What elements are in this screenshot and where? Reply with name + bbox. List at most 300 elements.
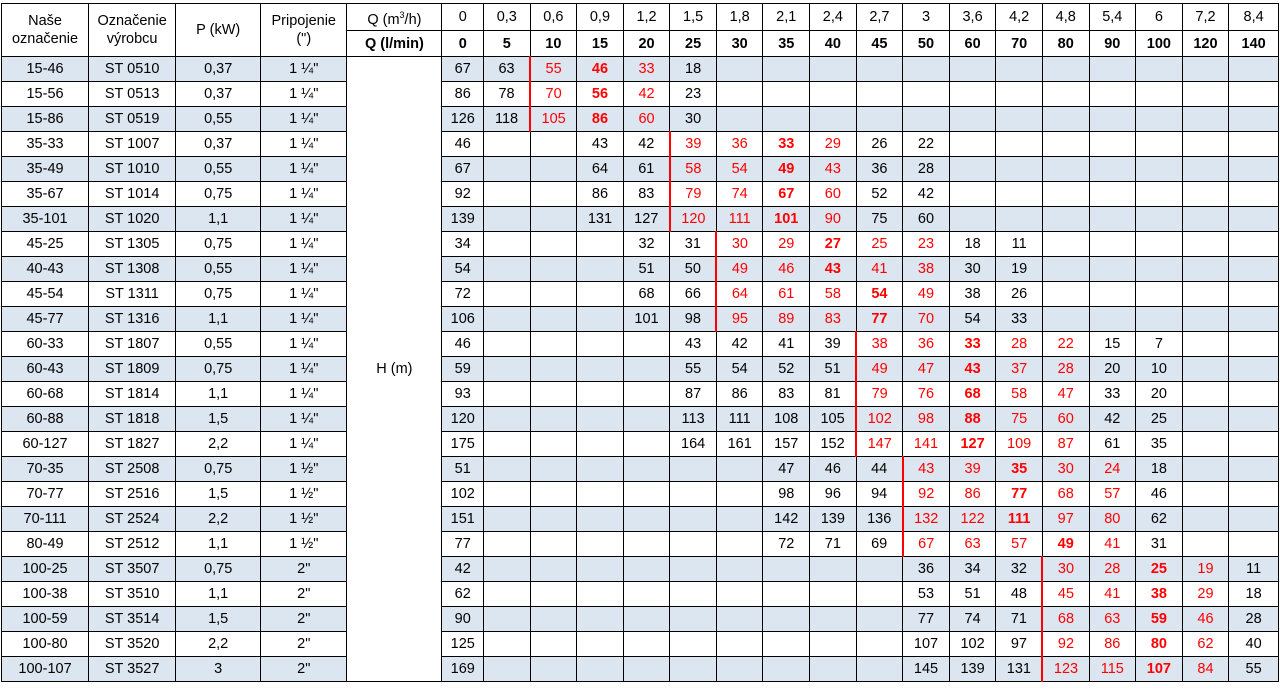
head-value-cell [530,432,577,457]
head-value-cell [530,607,577,632]
head-value-cell [1089,232,1136,257]
head-value-cell: 151 [442,507,484,532]
head-value-cell: 42 [623,132,670,157]
head-value-cell: 86 [716,382,763,407]
head-value-cell [1182,382,1229,407]
head-value-cell: 60 [1042,407,1089,432]
head-value-cell [1089,182,1136,207]
head-value-cell [623,532,670,557]
head-value-cell: 44 [856,457,903,482]
pump-id-cell: 60-33 [2,332,89,357]
head-value-cell [1182,257,1229,282]
head-value-cell: 58 [670,157,717,182]
head-value-cell [949,182,996,207]
head-value-cell: 46 [763,257,810,282]
pump-id-cell: 100-38 [2,582,89,607]
manufacturer-code-cell: ST 1807 [89,332,176,357]
head-value-cell: 48 [996,582,1043,607]
head-value-cell [670,482,717,507]
connection-cell: 1 ¼" [261,232,347,257]
head-value-cell [623,507,670,532]
head-value-cell [577,507,624,532]
head-value-cell [856,57,903,82]
head-value-cell: 42 [716,332,763,357]
table-row [2,257,1279,282]
head-value-cell [670,582,717,607]
head-value-cell [1229,232,1279,257]
head-value-cell: 90 [442,607,484,632]
head-value-cell: 39 [949,457,996,482]
pump-id-cell: 60-127 [2,432,89,457]
head-value-cell: 35 [1136,432,1183,457]
head-value-cell [1229,132,1279,157]
manufacturer-code-cell: ST 3514 [89,607,176,632]
head-value-cell: 74 [716,182,763,207]
head-value-cell: 145 [903,657,950,682]
head-value-cell [1089,57,1136,82]
head-value-cell [1182,157,1229,182]
head-value-cell: 43 [577,132,624,157]
head-value-cell [810,582,857,607]
head-value-cell: 46 [1182,607,1229,632]
head-value-cell [623,582,670,607]
head-value-cell: 86 [577,182,624,207]
head-value-cell: 60 [903,207,950,232]
head-value-cell [577,307,624,332]
connection-cell: 1 ¼" [261,57,347,82]
pump-id-cell: 35-33 [2,132,89,157]
head-value-cell: 57 [1089,482,1136,507]
head-value-cell: 36 [716,132,763,157]
head-value-cell [484,482,531,507]
head-value-cell [1182,407,1229,432]
head-value-cell: 18 [670,57,717,82]
head-value-cell: 55 [1229,657,1279,682]
connection-cell: 1 ½" [261,482,347,507]
head-value-cell [1229,357,1279,382]
table-row [2,332,1279,357]
head-value-cell [856,82,903,107]
head-value-cell: 50 [670,257,717,282]
head-value-cell: 36 [903,332,950,357]
q-m3h-cell: 2,7 [856,4,903,31]
head-value-cell [484,157,531,182]
head-value-cell: 59 [442,357,484,382]
head-value-cell: 64 [716,282,763,307]
head-value-cell: 39 [670,132,717,157]
power-cell: 0,75 [176,557,261,582]
pump-id-cell: 45-25 [2,232,89,257]
head-value-cell: 41 [1089,532,1136,557]
head-value-cell [530,407,577,432]
head-value-cell: 33 [623,57,670,82]
head-value-cell [1089,307,1136,332]
head-value-cell: 92 [1042,632,1089,657]
head-value-cell [1182,132,1229,157]
power-cell: 3 [176,657,261,682]
head-value-cell [1229,307,1279,332]
head-value-cell [670,607,717,632]
head-value-cell [763,657,810,682]
head-value-cell: 83 [623,182,670,207]
table-row [2,657,1279,682]
head-value-cell [1182,182,1229,207]
head-value-cell: 36 [856,157,903,182]
head-value-cell: 83 [763,382,810,407]
col-header-nase-oznacenie: Naše označenie [2,4,89,57]
head-value-cell: 83 [810,307,857,332]
head-value-cell [1229,507,1279,532]
head-value-cell [670,457,717,482]
head-value-cell: 86 [949,482,996,507]
power-cell: 1,5 [176,607,261,632]
head-value-cell: 81 [810,382,857,407]
head-value-cell [1182,357,1229,382]
head-value-cell [577,582,624,607]
head-value-cell [810,82,857,107]
head-value-cell [670,557,717,582]
head-value-cell: 77 [903,607,950,632]
head-value-cell: 95 [716,307,763,332]
power-cell: 0,75 [176,357,261,382]
head-value-cell [623,482,670,507]
head-value-cell [484,582,531,607]
head-value-cell [1229,332,1279,357]
head-value-cell [1229,257,1279,282]
pump-id-cell: 100-59 [2,607,89,632]
head-value-cell [623,432,670,457]
head-value-cell: 120 [670,207,717,232]
head-value-cell: 70 [903,307,950,332]
head-value-cell: 88 [949,407,996,432]
head-value-cell: 42 [623,82,670,107]
pump-id-cell: 70-111 [2,507,89,532]
pump-id-cell: 100-107 [2,657,89,682]
head-value-cell: 49 [903,282,950,307]
head-value-cell [716,657,763,682]
head-value-cell: 77 [996,482,1043,507]
head-value-cell [1182,57,1229,82]
q-lmin-cell: 100 [1136,31,1183,57]
head-value-cell: 56 [577,82,624,107]
head-value-cell: 77 [856,307,903,332]
head-value-cell [763,632,810,657]
head-value-cell: 76 [903,382,950,407]
head-value-cell [1229,482,1279,507]
table-row [2,632,1279,657]
head-value-cell [949,132,996,157]
head-value-cell: 30 [1042,457,1089,482]
head-value-cell: 28 [996,332,1043,357]
q-lmin-cell: 10 [530,31,577,57]
manufacturer-code-cell: ST 1014 [89,182,176,207]
connection-cell: 1 ¼" [261,132,347,157]
head-value-cell [623,407,670,432]
q-lmin-cell: 80 [1042,31,1089,57]
head-value-cell [1136,207,1183,232]
head-value-cell: 75 [996,407,1043,432]
head-value-cell: 122 [949,507,996,532]
head-value-cell [763,557,810,582]
pump-id-cell: 15-46 [2,57,89,82]
head-value-cell [670,507,717,532]
power-cell: 1,5 [176,482,261,507]
head-value-cell: 79 [670,182,717,207]
table-row [2,57,1279,82]
connection-cell: 1 ¼" [261,282,347,307]
q-lmin-cell: 60 [949,31,996,57]
table-row [2,382,1279,407]
head-value-cell: 23 [903,232,950,257]
head-value-cell: 120 [442,407,484,432]
head-value-cell [623,557,670,582]
head-value-cell [530,557,577,582]
head-value-cell [623,357,670,382]
head-value-cell: 41 [1089,582,1136,607]
table-row [2,282,1279,307]
head-value-cell [716,457,763,482]
head-value-cell: 28 [1042,357,1089,382]
q-lmin-cell: 30 [716,31,763,57]
q-lmin-cell: 5 [484,31,531,57]
head-value-cell: 68 [1042,607,1089,632]
head-value-cell [484,307,531,332]
connection-cell: 1 ¼" [261,357,347,382]
head-value-cell [484,182,531,207]
manufacturer-code-cell: ST 1305 [89,232,176,257]
connection-cell: 2" [261,557,347,582]
head-value-cell [1136,257,1183,282]
head-value-cell [530,207,577,232]
head-value-cell [530,257,577,282]
head-value-cell [1182,307,1229,332]
head-value-cell [484,332,531,357]
table-row [2,307,1279,332]
head-value-cell [530,382,577,407]
head-value-cell [1182,232,1229,257]
manufacturer-code-cell: ST 1311 [89,282,176,307]
head-value-cell [1182,332,1229,357]
head-value-cell [810,657,857,682]
pump-id-cell: 70-35 [2,457,89,482]
head-value-cell: 42 [442,557,484,582]
head-value-cell [949,57,996,82]
head-value-cell: 63 [1089,607,1136,632]
pump-id-cell: 60-43 [2,357,89,382]
table-row [2,607,1279,632]
head-value-cell [1089,257,1136,282]
head-value-cell [1182,107,1229,132]
connection-cell: 1 ¼" [261,382,347,407]
head-value-cell: 34 [442,232,484,257]
head-value-cell: 30 [1042,557,1089,582]
head-value-cell [1229,82,1279,107]
head-value-cell: 63 [949,532,996,557]
head-value-cell [996,57,1043,82]
head-value-cell [716,607,763,632]
head-value-cell [1182,207,1229,232]
head-value-cell: 57 [996,532,1043,557]
q-lmin-cell: 15 [577,31,624,57]
head-value-cell: 58 [810,282,857,307]
head-value-cell [763,82,810,107]
q-lmin-cell: 90 [1089,31,1136,57]
q-lmin-cell: 70 [996,31,1043,57]
head-value-cell [1136,82,1183,107]
head-value-cell: 35 [996,457,1043,482]
head-value-cell: 38 [1136,582,1183,607]
head-value-cell [716,632,763,657]
table-row [2,557,1279,582]
head-value-cell: 52 [763,357,810,382]
head-value-cell: 92 [903,482,950,507]
head-value-cell: 98 [903,407,950,432]
head-value-cell: 18 [1136,457,1183,482]
head-value-cell [577,332,624,357]
q-lmin-cell: 140 [1229,31,1279,57]
head-value-cell [903,107,950,132]
table-row [2,532,1279,557]
pump-id-cell: 15-56 [2,82,89,107]
head-value-cell [716,57,763,82]
pump-id-cell: 100-80 [2,632,89,657]
head-value-cell: 139 [442,207,484,232]
head-value-cell: 47 [763,457,810,482]
head-value-cell: 28 [1229,607,1279,632]
head-value-cell: 75 [856,207,903,232]
head-value-cell: 26 [856,132,903,157]
head-value-cell: 38 [856,332,903,357]
power-cell: 0,55 [176,157,261,182]
col-header-oznacenie-vyrobcu: Označenie výrobcu [89,4,176,57]
manufacturer-code-cell: ST 2516 [89,482,176,507]
head-value-cell: 33 [996,307,1043,332]
manufacturer-code-cell: ST 3527 [89,657,176,682]
head-value-cell: 54 [716,357,763,382]
head-value-cell: 74 [949,607,996,632]
head-value-cell [1229,457,1279,482]
head-value-cell [1042,157,1089,182]
connection-cell: 2" [261,607,347,632]
q-m3h-cell: 2,4 [810,4,857,31]
head-value-cell: 43 [670,332,717,357]
head-value-cell [530,332,577,357]
head-value-cell [670,532,717,557]
head-value-cell: 18 [949,232,996,257]
table-row [2,232,1279,257]
head-value-cell: 11 [996,232,1043,257]
head-value-cell [856,107,903,132]
head-value-cell [1042,282,1089,307]
head-value-cell [996,157,1043,182]
head-value-cell [903,57,950,82]
power-cell: 0,55 [176,257,261,282]
head-value-cell: 105 [530,107,577,132]
head-value-cell [577,407,624,432]
head-value-cell: 67 [903,532,950,557]
col-header-power: P (kW) [176,4,261,57]
q-m3h-cell: 4,2 [996,4,1043,31]
connection-cell: 1 ½" [261,507,347,532]
head-value-cell [1182,482,1229,507]
head-value-cell: 139 [810,507,857,532]
head-value-cell: 39 [810,332,857,357]
head-value-cell: 147 [856,432,903,457]
head-value-cell [903,82,950,107]
head-value-cell: 131 [996,657,1043,682]
power-cell: 0,37 [176,132,261,157]
head-value-cell [716,507,763,532]
head-value-cell [1182,457,1229,482]
head-value-cell: 164 [670,432,717,457]
head-value-cell [810,632,857,657]
head-value-cell [856,607,903,632]
head-value-cell: 68 [1042,482,1089,507]
head-value-cell: 127 [623,207,670,232]
head-value-cell: 54 [856,282,903,307]
head-value-cell [577,657,624,682]
q-m3h-cell: 1,5 [670,4,717,31]
manufacturer-code-cell: ST 0510 [89,57,176,82]
head-value-cell [530,357,577,382]
connection-cell: 1 ¼" [261,332,347,357]
head-value-cell [623,632,670,657]
head-value-cell: 87 [670,382,717,407]
head-value-cell: 38 [903,257,950,282]
head-value-cell [484,632,531,657]
pump-id-cell: 70-77 [2,482,89,507]
head-value-cell [530,657,577,682]
head-value-cell: 131 [577,207,624,232]
head-value-cell: 26 [996,282,1043,307]
head-value-cell [577,557,624,582]
manufacturer-code-cell: ST 0513 [89,82,176,107]
head-value-cell [716,582,763,607]
head-value-cell [996,132,1043,157]
head-value-cell [1042,207,1089,232]
head-label-cell: H (m) [347,57,442,682]
head-value-cell: 51 [810,357,857,382]
head-value-cell [1229,157,1279,182]
head-value-cell: 58 [996,382,1043,407]
head-value-cell: 46 [810,457,857,482]
head-value-cell: 51 [623,257,670,282]
head-value-cell [530,532,577,557]
power-cell: 0,75 [176,182,261,207]
manufacturer-code-cell: ST 3510 [89,582,176,607]
head-value-cell [856,632,903,657]
head-value-cell: 29 [810,132,857,157]
power-cell: 0,75 [176,282,261,307]
table-row [2,157,1279,182]
head-value-cell [530,232,577,257]
head-value-cell [577,632,624,657]
pump-id-cell: 35-49 [2,157,89,182]
head-value-cell [1136,232,1183,257]
head-value-cell: 118 [484,107,531,132]
head-value-cell: 142 [763,507,810,532]
head-value-cell: 123 [1042,657,1089,682]
q-m3h-cell: 5,4 [1089,4,1136,31]
head-value-cell [484,607,531,632]
head-value-cell: 90 [810,207,857,232]
head-value-cell [1229,282,1279,307]
head-value-cell [1042,307,1089,332]
power-cell: 0,75 [176,232,261,257]
head-value-cell [484,357,531,382]
head-value-cell: 43 [903,457,950,482]
head-value-cell: 132 [903,507,950,532]
